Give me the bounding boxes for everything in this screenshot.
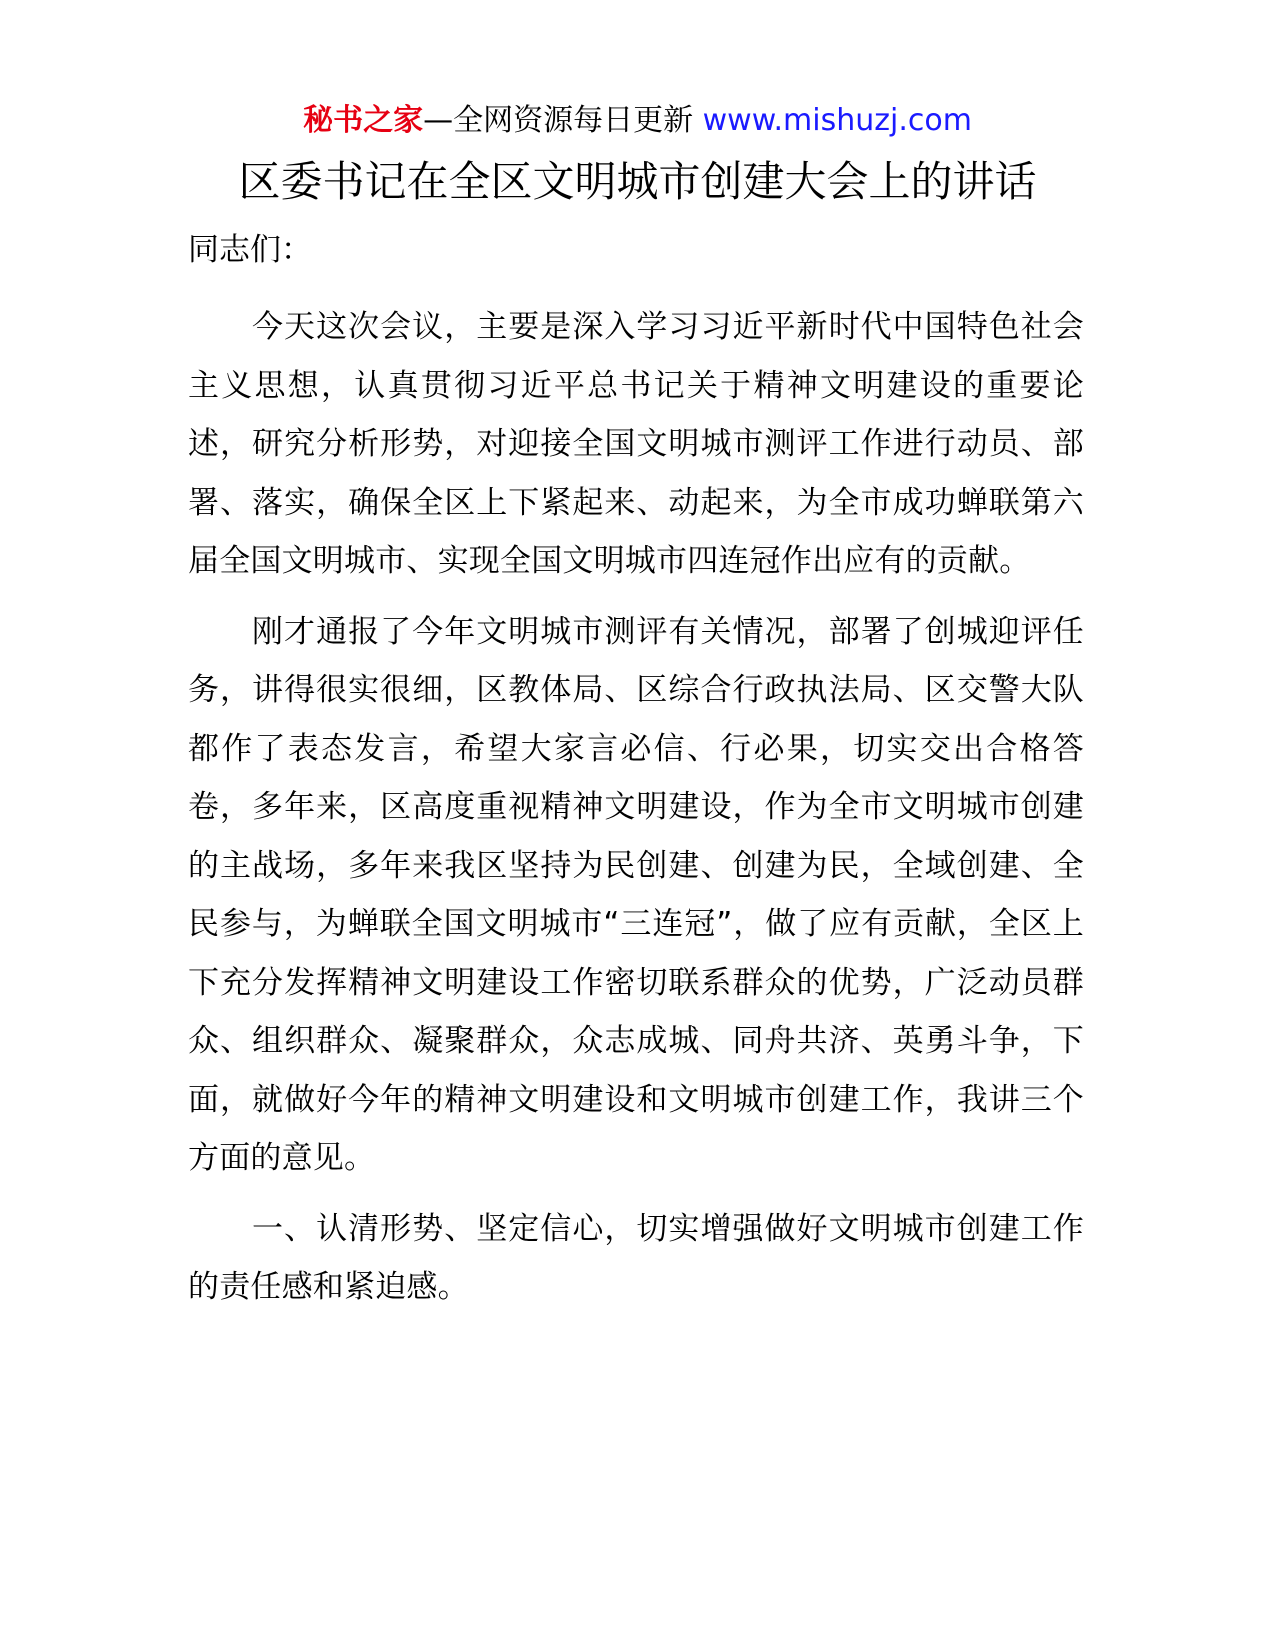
site-url-link[interactable]: www.mishuzj.com (702, 103, 972, 138)
paragraph-2: 刚才通报了今年文明城市测评有关情况，部署了创城迎评任务，讲得很实很细，区教体局、区综合行政执法局、区交警大队都作了表态发言，希望大家言必信、行必果，切实交出合格答卷，多年来，区高度重视精神文明建设，作为全市文明城市创建的主战场，多年来我区坚持为民创建、创建为民，全域创建、全民参与，为蝉联全国文明城市“三连冠”，做了应有贡献，全区上下充分发挥精神文明建设工作密切联系群众的优势，广泛动员群众、组织群众、凝聚群众，众志成城、同舟共济、英勇斗争，下面，就做好今年的精神文明建设和文明城市创建工作，我讲三个方面的意见。 (188, 613, 1084, 1176)
site-header (0, 98, 1275, 144)
site-brand: 秘书之家 (303, 103, 424, 138)
document-title: 区委书记在全区文明城市创建大会上的讲话 (238, 157, 1037, 206)
site-tagline: —全网资源每日更新 (423, 103, 703, 138)
salutation: 同志们： (188, 232, 312, 268)
document-body (188, 298, 1084, 1329)
paragraph-3-section-heading: 一、认清形势、坚定信心，切实增强做好文明城市创建工作的责任感和紧迫感。 (188, 1210, 1084, 1305)
paragraph-1: 今天这次会议，主要是深入学习习近平新时代中国特色社会主义思想，认真贯彻习近平总书记关于精神文明建设的重要论述，研究分析形势，对迎接全国文明城市测评工作进行动员、部署、落实，确保全区上下紧起来、动起来，为全市成功蝉联第六届全国文明城市、实现全国文明城市四连冠作出应有的贡献。 (188, 309, 1084, 579)
